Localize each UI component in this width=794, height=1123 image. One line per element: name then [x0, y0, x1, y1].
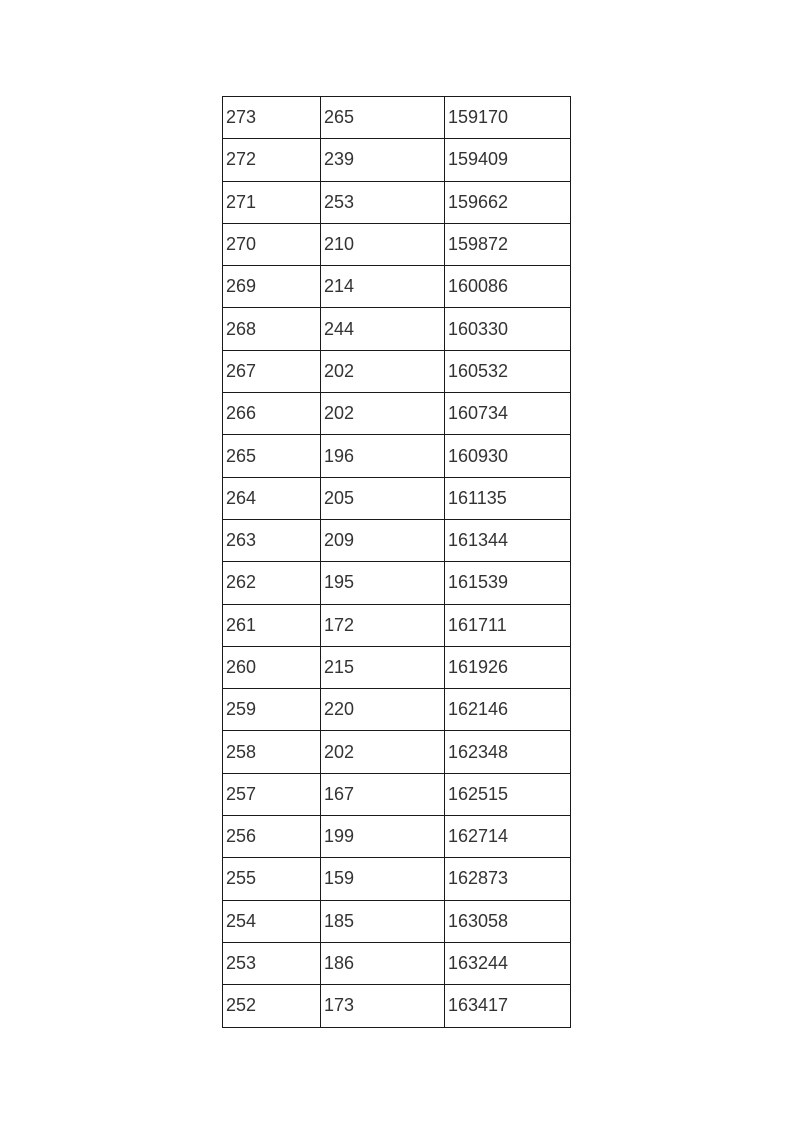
table-cell: 252	[223, 985, 321, 1027]
table-cell: 255	[223, 858, 321, 900]
table-cell: 161135	[445, 477, 571, 519]
table-cell: 220	[321, 689, 445, 731]
score-table-body	[223, 97, 571, 1028]
table-cell: 262	[223, 562, 321, 604]
table-row	[223, 97, 571, 139]
table-row	[223, 562, 571, 604]
table-cell: 195	[321, 562, 445, 604]
table-cell: 264	[223, 477, 321, 519]
table-row	[223, 393, 571, 435]
table-cell: 162873	[445, 858, 571, 900]
table-cell: 161926	[445, 646, 571, 688]
table-cell: 253	[321, 181, 445, 223]
table-cell: 273	[223, 97, 321, 139]
table-cell: 259	[223, 689, 321, 731]
table-row	[223, 731, 571, 773]
table-cell: 202	[321, 393, 445, 435]
table-cell: 163244	[445, 942, 571, 984]
table-cell: 209	[321, 519, 445, 561]
table-cell: 244	[321, 308, 445, 350]
table-cell: 270	[223, 223, 321, 265]
table-cell: 172	[321, 604, 445, 646]
table-row	[223, 985, 571, 1027]
table-row	[223, 816, 571, 858]
table-cell: 167	[321, 773, 445, 815]
table-cell: 258	[223, 731, 321, 773]
table-row	[223, 266, 571, 308]
table-row	[223, 519, 571, 561]
table-row	[223, 773, 571, 815]
table-cell: 214	[321, 266, 445, 308]
table-cell: 265	[321, 97, 445, 139]
table-row	[223, 858, 571, 900]
table-cell: 161711	[445, 604, 571, 646]
table-cell: 160086	[445, 266, 571, 308]
table-cell: 185	[321, 900, 445, 942]
table-row	[223, 139, 571, 181]
table-cell: 161539	[445, 562, 571, 604]
table-cell: 159662	[445, 181, 571, 223]
table-cell: 160734	[445, 393, 571, 435]
table-cell: 159872	[445, 223, 571, 265]
table-cell: 202	[321, 350, 445, 392]
table-cell: 257	[223, 773, 321, 815]
table-cell: 163058	[445, 900, 571, 942]
table-cell: 253	[223, 942, 321, 984]
table-row	[223, 942, 571, 984]
table-cell: 162146	[445, 689, 571, 731]
table-cell: 267	[223, 350, 321, 392]
table-row	[223, 900, 571, 942]
table-cell: 272	[223, 139, 321, 181]
table-row	[223, 646, 571, 688]
table-cell: 159409	[445, 139, 571, 181]
table-cell: 162714	[445, 816, 571, 858]
table-cell: 173	[321, 985, 445, 1027]
table-cell: 186	[321, 942, 445, 984]
table-cell: 163417	[445, 985, 571, 1027]
table-row	[223, 350, 571, 392]
table-cell: 266	[223, 393, 321, 435]
table-cell: 205	[321, 477, 445, 519]
table-cell: 162515	[445, 773, 571, 815]
table-row	[223, 689, 571, 731]
table-cell: 254	[223, 900, 321, 942]
table-row	[223, 435, 571, 477]
table-row	[223, 308, 571, 350]
table-cell: 196	[321, 435, 445, 477]
table-cell: 256	[223, 816, 321, 858]
table-cell: 261	[223, 604, 321, 646]
table-cell: 160330	[445, 308, 571, 350]
table-cell: 269	[223, 266, 321, 308]
table-row	[223, 604, 571, 646]
table-cell: 159170	[445, 97, 571, 139]
table-cell: 271	[223, 181, 321, 223]
table-cell: 159	[321, 858, 445, 900]
table-cell: 265	[223, 435, 321, 477]
table-row	[223, 477, 571, 519]
score-table	[222, 96, 571, 1028]
table-cell: 162348	[445, 731, 571, 773]
table-row	[223, 223, 571, 265]
table-cell: 199	[321, 816, 445, 858]
table-row	[223, 181, 571, 223]
table-cell: 210	[321, 223, 445, 265]
table-cell: 260	[223, 646, 321, 688]
table-cell: 160532	[445, 350, 571, 392]
table-cell: 202	[321, 731, 445, 773]
table-cell: 239	[321, 139, 445, 181]
table-cell: 215	[321, 646, 445, 688]
table-cell: 161344	[445, 519, 571, 561]
table-cell: 263	[223, 519, 321, 561]
table-cell: 160930	[445, 435, 571, 477]
table-cell: 268	[223, 308, 321, 350]
